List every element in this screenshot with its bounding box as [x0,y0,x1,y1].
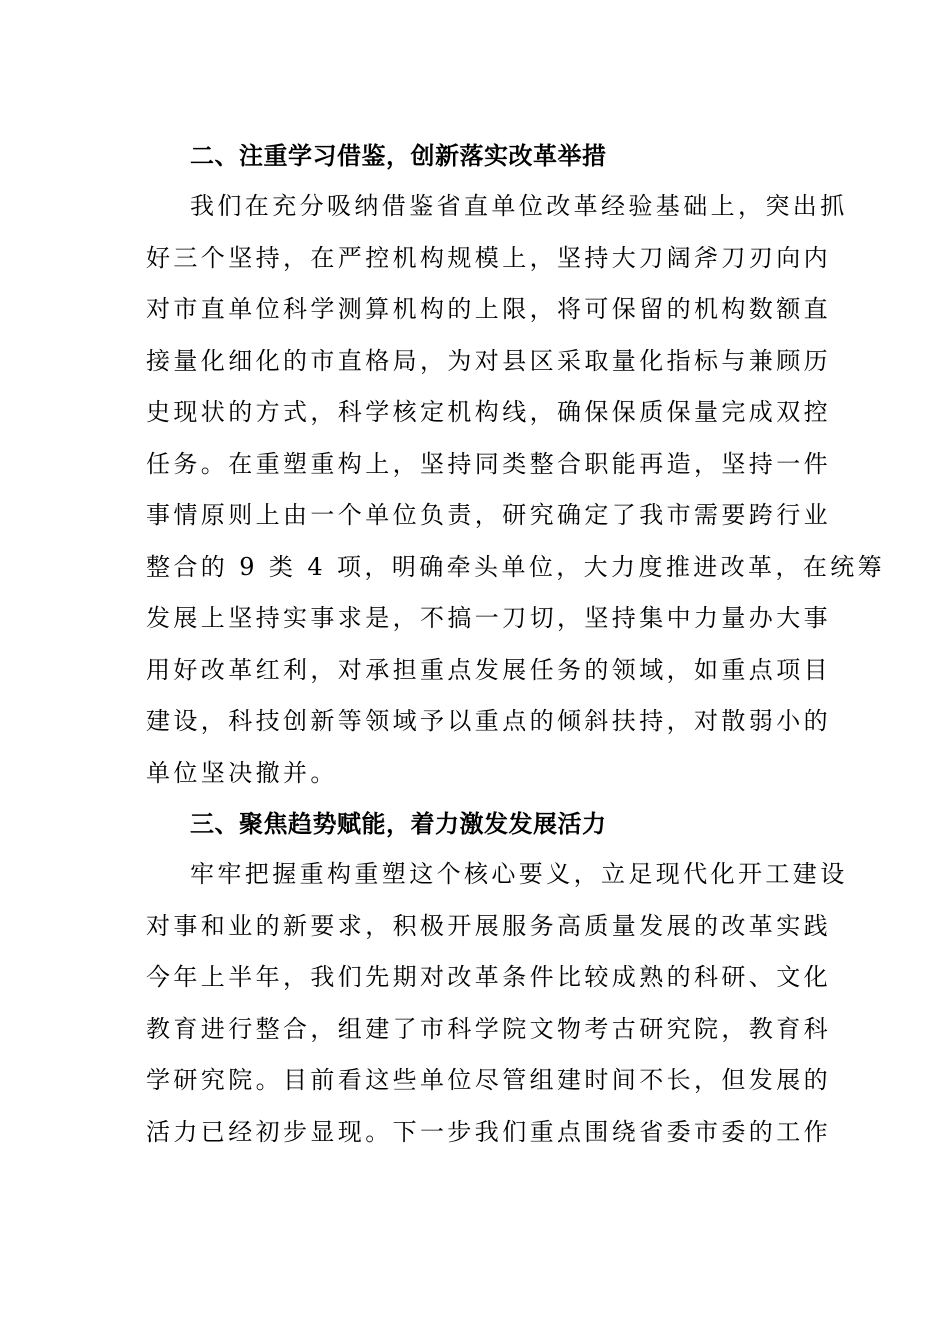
paragraph-line: 我们在充分吸纳借鉴省直单位改革经验基础上，突出抓 [190,192,848,220]
section-heading-2: 二、注重学习借鉴，创新落实改革举措 [190,142,607,170]
paragraph-line: 用好改革红利，对承担重点发展任务的领域，如重点项目 [146,655,831,684]
paragraph-line: 接量化细化的市直格局，为对县区采取量化指标与兼顾历 [146,346,831,375]
paragraph-line: 牢牢把握重构重塑这个核心要义，立足现代化开工建设 [190,860,848,888]
paragraph-line: 教育进行整合，组建了市科学院文物考古研究院，教育科 [146,1014,831,1043]
paragraph-line: 发展上坚持实事求是，不搞一刀切，坚持集中力量办大事 [146,604,831,632]
paragraph-line: 史现状的方式，科学核定机构线，确保保质保量完成双控 [146,398,831,426]
paragraph-line: 对市直单位科学测算机构的上限，将可保留的机构数额直 [146,295,831,323]
paragraph-line: 今年上半年，我们先期对改革条件比较成熟的科研、文化 [146,963,831,991]
section-heading-3: 三、聚焦趋势赋能，着力激发发展活力 [190,810,607,838]
paragraph-line: 好三个坚持，在严控机构规模上，坚持大刀阔斧刀刃向内 [146,243,831,272]
paragraph-line: 活力已经初步显现。下一步我们重点围绕省委市委的工作 [146,1117,831,1146]
paragraph-line: 对事和业的新要求，积极开展服务高质量发展的改革实践 [146,911,831,940]
paragraph-line: 整合的 9 类 4 项，明确牵头单位，大力度推进改革，在统筹 [146,552,886,581]
paragraph-line: 事情原则上由一个单位负责，研究确定了我市需要跨行业 [146,501,831,529]
paragraph-line: 任务。在重塑重构上，坚持同类整合职能再造，坚持一件 [146,449,831,478]
paragraph-line: 建设，科技创新等领域予以重点的倾斜扶持，对散弱小的 [146,707,831,735]
paragraph-line: 学研究院。目前看这些单位尽管组建时间不长，但发展的 [146,1066,831,1094]
document-body [146,131,886,1158]
section-paragraph-3 [146,849,848,1158]
section-paragraph-2 [146,181,886,799]
paragraph-line: 单位坚决撤并。 [146,758,338,787]
